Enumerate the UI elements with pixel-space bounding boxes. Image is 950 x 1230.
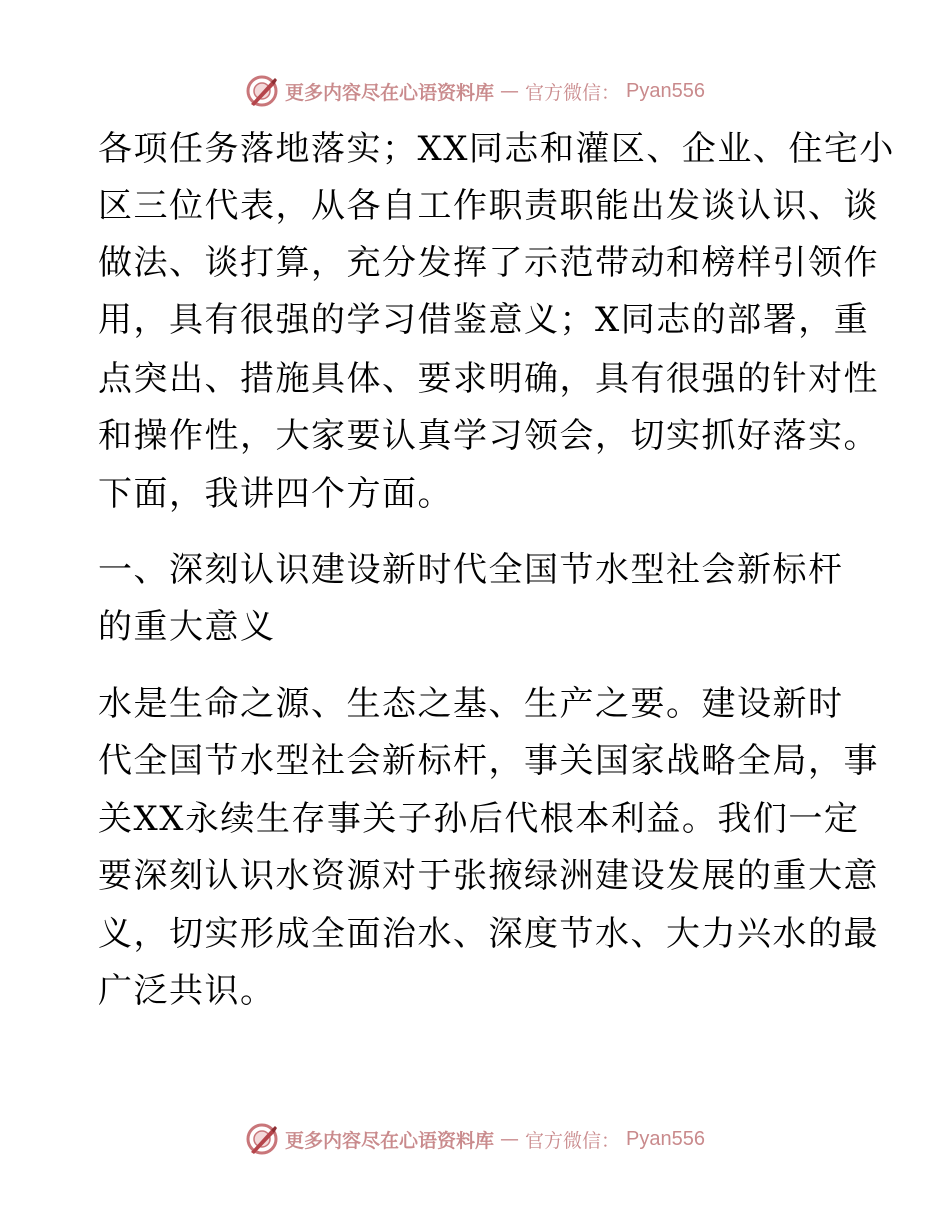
body-line: 做法、谈打算，充分发挥了示范带动和榜样引领作 xyxy=(98,243,879,283)
body-line: 各项任务落地落实；XX同志和灌区、企业、住宅小 xyxy=(98,129,895,169)
body-line: 代全国节水型社会新标杆，事关国家战略全局，事 xyxy=(98,741,879,781)
watermark-separator: — xyxy=(500,80,520,102)
pen-logo-icon xyxy=(245,74,279,108)
footer-watermark xyxy=(0,1119,950,1159)
body-line: 义，切实形成全面治水、深度节水、大力兴水的最 xyxy=(98,914,879,954)
watermark-contact-id: Pyan556 xyxy=(626,1127,705,1150)
pen-logo-icon xyxy=(245,1122,279,1156)
body-line: 下面，我讲四个方面。 xyxy=(98,474,453,514)
watermark-contact-label: 官方微信： xyxy=(525,81,621,104)
body-line: 关XX永续生存事关子孙后代根本利益。我们一定 xyxy=(98,799,860,839)
watermark-contact-label: 官方微信： xyxy=(525,1129,621,1152)
body-line: 用，具有很强的学习借鉴意义；X同志的部署，重 xyxy=(98,300,870,340)
body-line: 要深刻认识水资源对于张掖绿洲建设发展的重大意 xyxy=(98,856,879,896)
watermark-separator: — xyxy=(500,1128,520,1150)
watermark-site-text: 更多内容尽在心语资料库 xyxy=(285,1129,495,1152)
body-line: 区三位代表，从各自工作职责职能出发谈认识、谈 xyxy=(98,186,879,226)
body-line: 点突出、措施具体、要求明确，具有很强的针对性 xyxy=(98,359,879,399)
watermark-contact-id: Pyan556 xyxy=(626,79,705,102)
header-watermark xyxy=(0,71,950,111)
section-heading-line: 一、深刻认识建设新时代全国节水型社会新标杆 xyxy=(98,550,844,590)
body-line: 广泛共识。 xyxy=(98,971,276,1011)
watermark-site-text: 更多内容尽在心语资料库 xyxy=(285,81,495,104)
section-heading-line: 的重大意义 xyxy=(98,607,276,647)
body-line: 水是生命之源、生态之基、生产之要。建设新时 xyxy=(98,684,844,724)
body-line: 和操作性，大家要认真学习领会，切实抓好落实。 xyxy=(98,416,879,456)
